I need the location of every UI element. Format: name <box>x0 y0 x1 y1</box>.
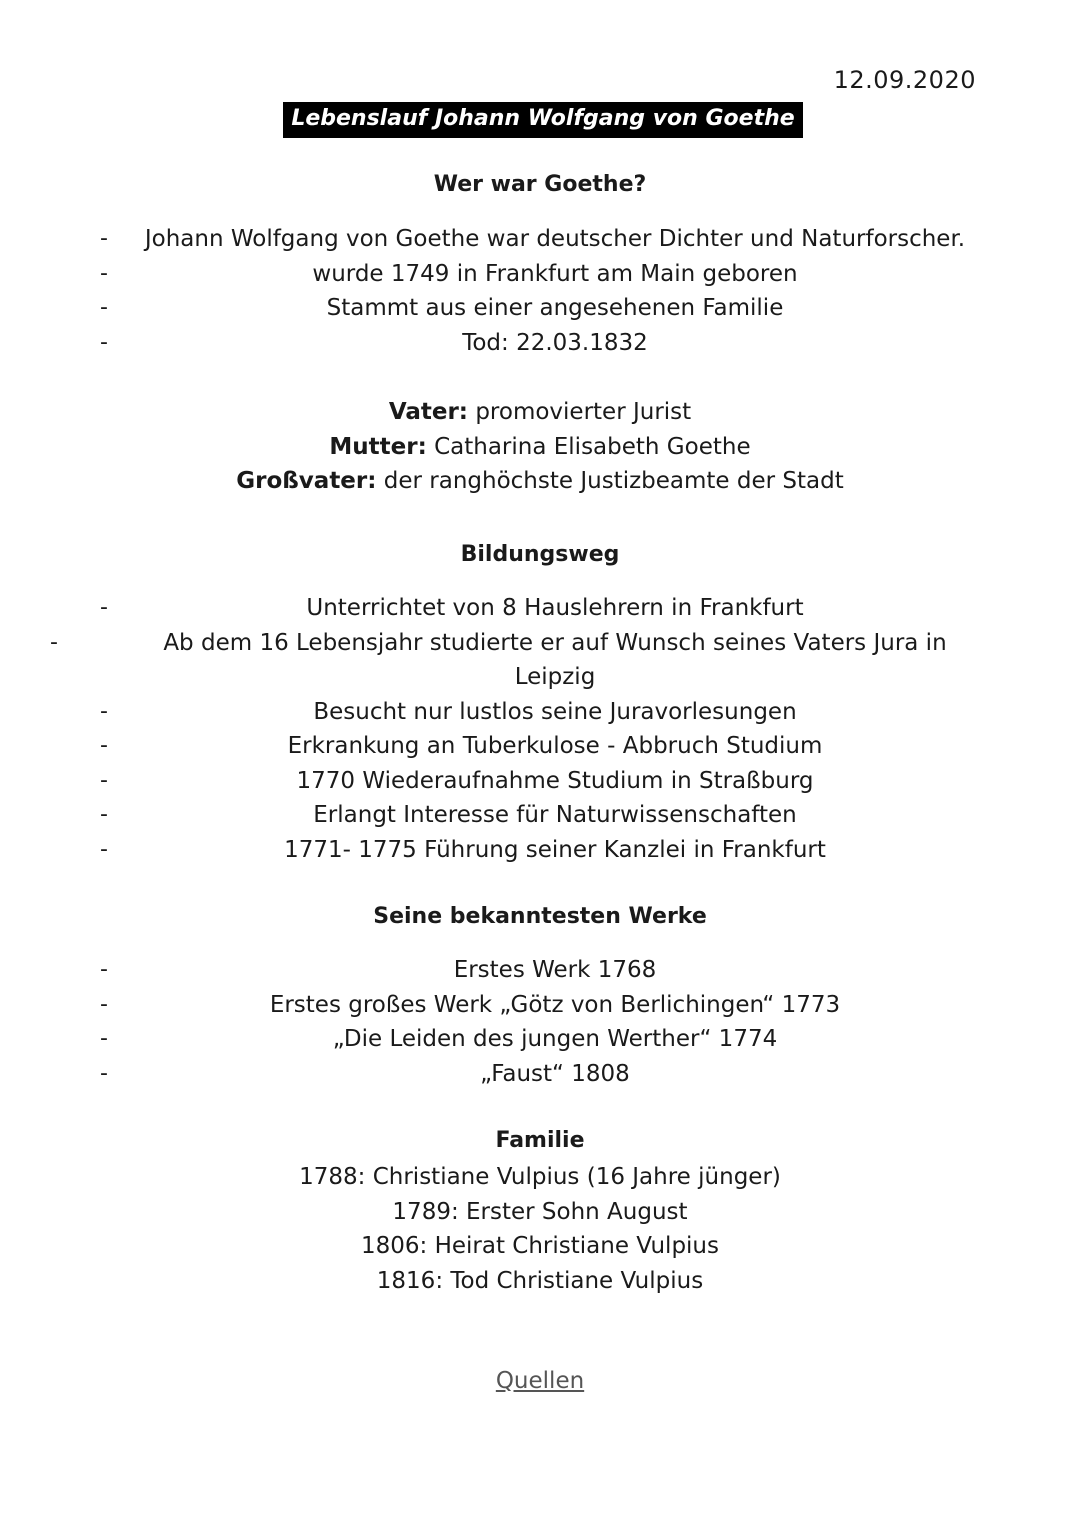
education-list <box>50 591 1010 867</box>
dash-marker: - <box>100 698 108 724</box>
works-list <box>100 953 1010 1091</box>
list-item: - 1771- 1775 Führung seiner Kanzlei in Frankfurt <box>100 833 1010 868</box>
list-item: - Erlangt Interesse für Naturwissenschaften <box>100 798 1010 833</box>
list-item: - Erkrankung an Tuberkulose - Abbruch Studium <box>100 729 1010 764</box>
family-line: 1806: Heirat Christiane Vulpius <box>360 1233 719 1259</box>
dash-marker: - <box>100 802 108 827</box>
list-item: - „Faust“ 1808 <box>100 1057 1010 1092</box>
list-item: - Johann Wolfgang von Goethe war deutscher Dichter und Naturforscher. <box>100 222 1010 257</box>
title-wrapper <box>0 102 1080 138</box>
family-origin <box>0 395 1080 499</box>
dash-marker: - <box>100 295 108 320</box>
dash-marker: - <box>100 1060 108 1086</box>
dash-marker: - <box>100 1026 108 1051</box>
document-title: Lebenslauf Johann Wolfgang von Goethe <box>283 102 802 138</box>
father-line: Vater: promovierter Jurist <box>388 399 692 425</box>
list-item: - wurde 1749 in Frankfurt am Main geboren <box>100 257 1010 292</box>
family-lines <box>0 1160 1080 1298</box>
dash-marker: - <box>100 836 108 862</box>
family-line: 1816: Tod Christiane Vulpius <box>376 1267 704 1294</box>
heading-works: Seine bekanntesten Werke <box>373 904 707 929</box>
sources-link[interactable]: Quellen <box>495 1368 585 1394</box>
dash-marker: - <box>100 733 108 758</box>
dash-marker: - <box>100 957 108 982</box>
list-item: - „Die Leiden des jungen Werther“ 1774 <box>100 1022 1010 1057</box>
list-item: - Erstes großes Werk „Götz von Berlichingen“ 1773 <box>100 988 1010 1023</box>
list-item: - Besucht nur lustlos seine Juravorlesungen <box>100 695 1010 730</box>
family-line: 1788: Christiane Vulpius (16 Jahre jünger) <box>299 1164 781 1190</box>
list-item: - Tod: 22.03.1832 <box>100 326 1010 361</box>
who-list <box>100 222 1010 360</box>
heading-who-was-goethe: Wer war Goethe? <box>433 172 647 197</box>
list-item: - Erstes Werk 1768 <box>100 953 1010 988</box>
list-item: - Ab dem 16 Lebensjahr studierte er auf Wunsch seines Vaters Jura in Leipzig <box>100 626 1010 695</box>
grandfather-line: Großvater: der ranghöchste Justizbeamte der Stadt <box>236 468 844 494</box>
sources-footer <box>0 1368 1080 1394</box>
dash-marker: - <box>100 767 108 793</box>
list-item: - Stammt aus einer angesehenen Familie <box>100 291 1010 326</box>
list-item: - 1770 Wiederaufnahme Studium in Straßburg <box>100 764 1010 799</box>
document-date: 12.09.2020 <box>833 66 976 94</box>
dash-marker: - <box>100 260 108 286</box>
dash-marker: - <box>100 595 108 620</box>
dash-marker: - <box>100 991 108 1017</box>
dash-marker: - <box>100 226 108 251</box>
heading-education: Bildungsweg <box>460 542 620 567</box>
heading-family: Familie <box>495 1128 585 1153</box>
dash-marker: - <box>100 329 108 355</box>
dash-marker: - <box>50 629 58 655</box>
family-line: 1789: Erster Sohn August <box>392 1198 688 1225</box>
list-item: - Unterrichtet von 8 Hauslehrern in Frankfurt <box>100 591 1010 626</box>
mother-line: Mutter: Catharina Elisabeth Goethe <box>329 433 751 460</box>
